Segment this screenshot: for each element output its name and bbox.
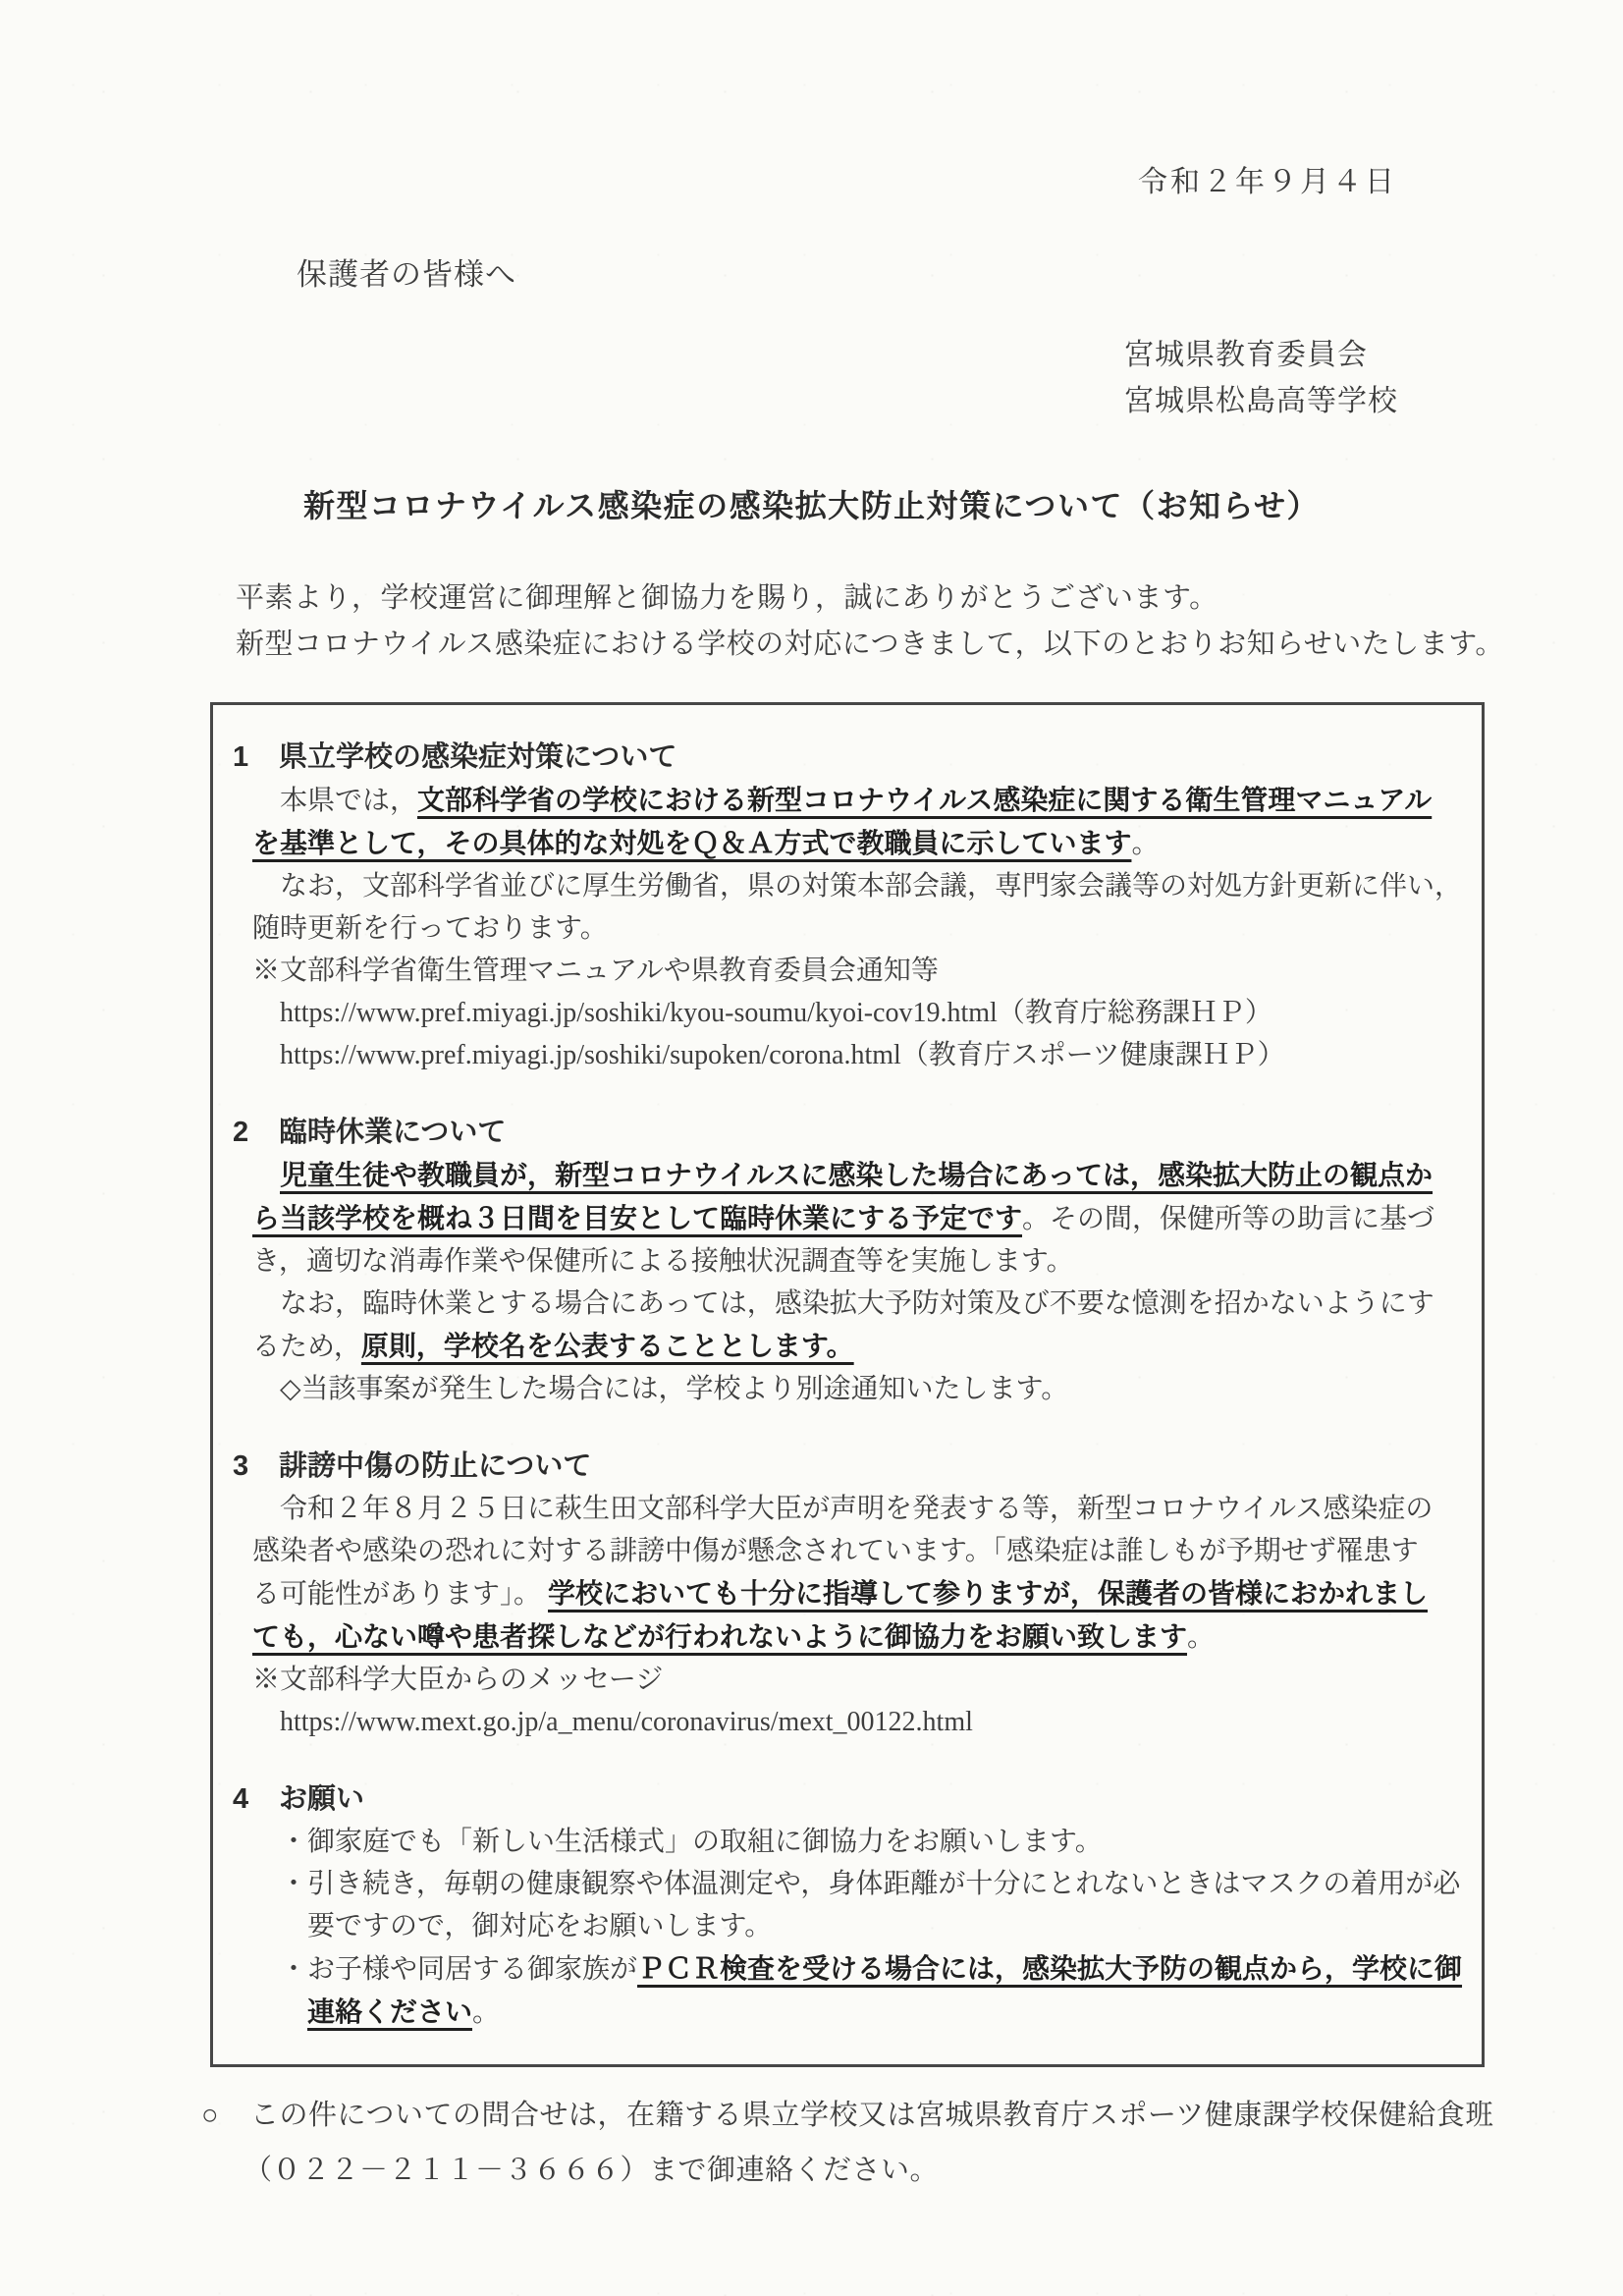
text-segment: ◇当該事案が発生した場合には，学校より別途通知いたします。	[280, 1374, 1069, 1404]
text-segment: 。	[1131, 829, 1160, 859]
sender-school: 宮城県松島高等学校	[1124, 385, 1398, 417]
text-segment: 。	[1187, 1622, 1216, 1653]
body-line	[252, 1947, 1464, 1991]
footer-line-1	[201, 2088, 1494, 2143]
body-line	[252, 1283, 1464, 1325]
circle-marker: ○	[201, 2100, 220, 2131]
date-line: 令和２年９月４日	[1138, 166, 1397, 198]
section-heading	[233, 1112, 1464, 1154]
body-line	[252, 1863, 1464, 1905]
body-line	[252, 1821, 1464, 1863]
recipient-line: 保護者の皆様へ	[297, 257, 516, 292]
sender-organization: 宮城県教育委員会	[1124, 339, 1368, 371]
text-segment: 要ですので，御対応をお願いします。	[307, 1911, 773, 1941]
intro-line-2: 新型コロナウイルス感染症における学校の対応につきまして，以下のとおりお知らせいたします。	[236, 629, 1504, 660]
section-heading	[233, 1778, 1464, 1821]
text-segment: 本県では，	[280, 786, 418, 816]
emphasized-text: 児童生徒や教職員が，新型コロナウイルスに感染した場合にあっては，感染拡大防止の観点か	[280, 1160, 1434, 1190]
body-line	[252, 1034, 1464, 1076]
intro-paragraph	[236, 575, 1504, 668]
section-body	[233, 1821, 1464, 2034]
text-segment: ・引き続き，毎朝の健康観察や体温測定や，身体距離が十分にとれないときはマスクの着用が必	[280, 1869, 1461, 1899]
section-number: 2	[233, 1117, 249, 1148]
section-body	[233, 779, 1464, 1076]
section-body	[233, 1488, 1464, 1743]
text-segment: る可能性があります」。	[252, 1579, 549, 1610]
text-segment: なお，文部科学省並びに厚生労働省，県の対策本部会議，専門家会議等の対処方針更新に伴い，	[280, 871, 1463, 902]
body-line	[252, 1368, 1464, 1410]
body-line	[252, 1488, 1464, 1530]
body-line	[252, 1659, 1464, 1701]
body-line	[252, 1991, 1464, 2034]
body-line	[252, 822, 1464, 865]
section-title: 誹謗中傷の防止について	[279, 1450, 592, 1482]
body-line	[252, 1154, 1464, 1197]
emphasized-text: 原則，学校名を公表することとします。	[360, 1331, 854, 1361]
emphasized-text: 学校においても十分に指導して参りますが，保護者の皆様におかれまし	[548, 1578, 1429, 1609]
text-segment: ※文部科学大臣からのメッセージ	[252, 1665, 664, 1695]
footer-line-2: （０２２－２１１－３６６６）まで御連絡ください。	[243, 2155, 940, 2186]
emphasized-text: 連絡ください	[307, 1996, 473, 2027]
text-segment: 感染者や感染の恐れに対する誹謗中傷が懸念されています。「感染症は誰しもが予期せず罹患す	[252, 1536, 1419, 1566]
text-segment: 。	[472, 1997, 501, 2028]
emphasized-text: ＰＣＲ検査を受ける場合には，感染拡大予防の観点から，学校に御	[637, 1953, 1463, 1984]
text-segment: 令和２年８月２５日に萩生田文部科学大臣が声明を発表する等，新型コロナウイルス感染症の	[280, 1494, 1434, 1524]
section-title: お願い	[279, 1783, 365, 1815]
text-segment: https://www.mext.go.jp/a_menu/coronavirus/mext_00122.html	[280, 1707, 973, 1737]
body-line	[252, 1615, 1464, 1659]
footer-contact-text: この件についての問合せは，在籍する県立学校又は宮城県教育庁スポーツ健康課学校保健給食班	[250, 2100, 1494, 2131]
emphasized-text: 文部科学省の学校における新型コロナウイルス感染症に関する衛生管理マニュアル	[417, 785, 1433, 815]
text-segment: き，適切な消毒作業や保健所による接触状況調査等を実施します。	[252, 1246, 1074, 1277]
body-line	[252, 1240, 1464, 1283]
text-segment: るため，	[252, 1332, 361, 1362]
body-line	[252, 1325, 1464, 1368]
footer-note	[201, 2088, 1494, 2198]
body-line	[252, 992, 1464, 1034]
section-body	[233, 1154, 1464, 1410]
emphasized-text: ても，心ない噂や患者探しなどが行われないように御協力をお願い致します	[252, 1621, 1188, 1652]
body-line	[252, 865, 1464, 907]
body-line	[252, 1530, 1464, 1572]
text-segment: ※文部科学省衛生管理マニュアルや県教育委員会通知等	[252, 956, 939, 986]
section-number: 3	[233, 1450, 249, 1482]
text-segment: ・御家庭でも「新しい生活様式」の取組に御協力をお願いします。	[280, 1827, 1103, 1857]
text-segment: https://www.pref.miyagi.jp/soshiki/supoken/corona.html（教育庁スポーツ健康課ＨＰ）	[280, 1040, 1285, 1070]
section-4	[233, 1778, 1464, 2034]
section-heading	[233, 737, 1464, 779]
body-line	[252, 1905, 1464, 1947]
body-line	[252, 1701, 1464, 1743]
emphasized-text: ら当該学校を概ね３日間を目安として臨時休業にする予定です	[252, 1203, 1023, 1233]
body-line	[252, 1572, 1464, 1615]
intro-line-1: 平素より，学校運営に御理解と御協力を賜り，誠にありがとうございます。	[236, 582, 1218, 614]
text-segment: なお，臨時休業とする場合にあっては，感染拡大予防対策及び不要な憶測を招かないようにす	[280, 1288, 1434, 1319]
sender-block	[1124, 332, 1398, 424]
body-line	[252, 907, 1464, 950]
body-line	[252, 950, 1464, 992]
text-segment: 随時更新を行っております。	[252, 913, 608, 944]
text-segment: ・お子様や同居する御家族が	[280, 1954, 638, 1985]
document-title: 新型コロナウイルス感染症の感染拡大防止対策について（お知らせ）	[303, 488, 1320, 523]
body-line	[252, 1197, 1464, 1240]
section-heading	[233, 1446, 1464, 1488]
notice-box	[210, 702, 1485, 2067]
section-2	[233, 1112, 1464, 1410]
section-number: 1	[233, 741, 249, 773]
emphasized-text: を基準として，その具体的な対処をＱ＆Ａ方式で教職員に示しています	[252, 828, 1132, 858]
text-segment: 。その間，保健所等の助言に基づ	[1022, 1204, 1435, 1234]
section-title: 臨時休業について	[279, 1117, 507, 1148]
section-number: 4	[233, 1783, 249, 1815]
body-line	[252, 779, 1464, 822]
section-1	[233, 737, 1464, 1076]
text-segment: https://www.pref.miyagi.jp/soshiki/kyou-soumu/kyoi-cov19.html（教育庁総務課ＨＰ）	[280, 998, 1272, 1028]
section-3	[233, 1446, 1464, 1743]
section-title: 県立学校の感染症対策について	[279, 741, 677, 773]
